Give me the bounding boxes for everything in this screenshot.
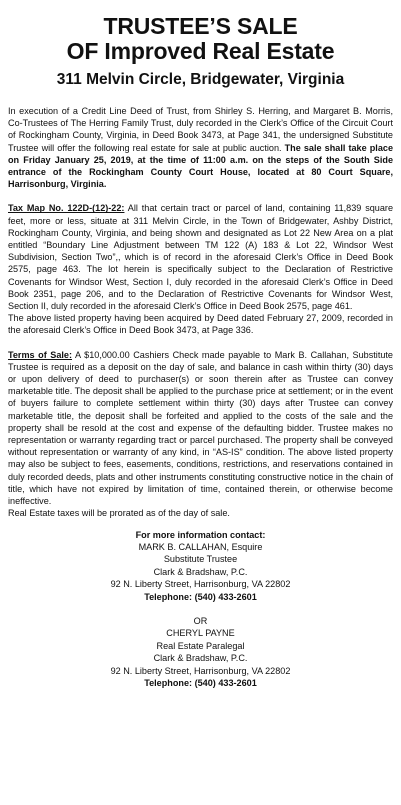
property-address: 311 Melvin Circle, Bridgewater, Virginia	[56, 71, 345, 88]
or-separator: OR	[193, 615, 208, 626]
terms-paragraph	[8, 349, 393, 508]
intro-text: In execution of a Credit Line Deed of Trust, from Shirley S. Herring, and Margaret B. Morris, Co-Trustees of The Herring Family Trust, duly recorded in the Clerk’s Office of the Circuit Court of Rockingham County, Virginia, in Deed Book 3473, at Page 341, the undersigned Substitute Trustee will offer the following real estate for sale at public auction.	[8, 106, 393, 153]
sale-time-place: The sale shall take place on Friday January 25, 2019, at the time of 11:00 a.m. on the steps of the South Side entrance of the Rockingham County Court House, located at 80 Court Square, Harrisonburg, Virginia.	[8, 142, 394, 190]
primary-contact-name: MARK B. CALLAHAN, Esquire	[138, 541, 263, 552]
contact-block	[8, 529, 393, 690]
title-line-1: TRUSTEE’S SALE	[103, 13, 298, 39]
terms-text: A $10,000.00 Cashiers Check made payable to Mark B. Callahan, Substitute Trustee is required as a deposit on the day of sale, and balance in cash within thirty (30) days or upon delivery of deed to purchaser(s) or soon therein after as Trustee can convey marketable title. The deposit shall be applied to the purchase price at settlement; or in the event of buyers failure to complete settlement within thirty (30) days after Trustee can convey marketable title, the deposit shall be forfeited and applied to the costs of the sale and the property shall be resold at the cost and expense of the defaulting bidder. Trustee makes no representation or warranty regarding tract or parcel purchased. The property shall be conveyed without representation or warranty of any kind, in “AS-IS” condition. The above listed property may also be subject to fees, easements, conditions, restrictions, and reservations contained in duly recorded deeds, plats and other instruments constituting constructive notice in the chain of title, which have not expired by limitation of time, contained therein, or otherwise become ineffective.	[8, 349, 393, 507]
primary-contact-firm: Clark & Bradshaw, P.C.	[153, 566, 248, 577]
terms-label: Terms of Sale:	[8, 349, 73, 360]
taxes-paragraph: Real Estate taxes will be prorated as of the day of sale.	[8, 508, 230, 519]
secondary-contact-name: CHERYL PAYNE	[166, 628, 235, 639]
contact-heading: For more information contact:	[135, 529, 266, 540]
primary-contact-phone: Telephone: (540) 433-2601	[144, 591, 257, 602]
notice-title	[8, 14, 393, 64]
tax-map-paragraph	[8, 202, 393, 312]
secondary-contact-firm: Clark & Bradshaw, P.C.	[153, 653, 248, 664]
secondary-contact-role: Real Estate Paralegal	[156, 640, 245, 651]
secondary-contact-address: 92 N. Liberty Street, Harrisonburg, VA 22802	[110, 665, 291, 676]
title-line-2: OF Improved Real Estate	[66, 38, 335, 64]
tax-map-text: All that certain tract or parcel of land, containing 11,839 square feet, more or less, situate at 311 Melvin Circle, in the Town of Bridgewater, Ashby District, Rockingham County, Virginia, and being shown and designated as Lot 22 New Area on a plat entitled “Boundary Line Adjustment between TM 122 (A) 183 & Lot 22, Windsor West Subdivision, Section Two”,, which is of record in the aforesaid Clerk’s Office in Deed Book 2575, page 463. The lot herein is specifically subject to the Declaration of Restrictive Covenants for Windsor West, Section I, duly recorded in the aforesaid Clerk’s Office in Deed Book 2351, page 206, and to the Declaration of Restrictive Covenants for Windsor West, Section II, duly recorded in the aforesaid Clerk’s Office in Deed Book 2575, page 461.	[8, 203, 393, 312]
tax-map-label: Tax Map No. 122D-(12)-22:	[8, 203, 125, 214]
secondary-contact-phone: Telephone: (540) 433-2601	[144, 677, 257, 688]
primary-contact-address: 92 N. Liberty Street, Harrisonburg, VA 22802	[110, 579, 291, 590]
intro-paragraph	[8, 105, 393, 190]
acquired-paragraph: The above listed property having been acquired by Deed dated February 27, 2009, recorded in the aforesaid Clerk’s Office in Deed Book 3473, at Page 336.	[8, 313, 393, 336]
primary-contact-role: Substitute Trustee	[163, 554, 238, 565]
